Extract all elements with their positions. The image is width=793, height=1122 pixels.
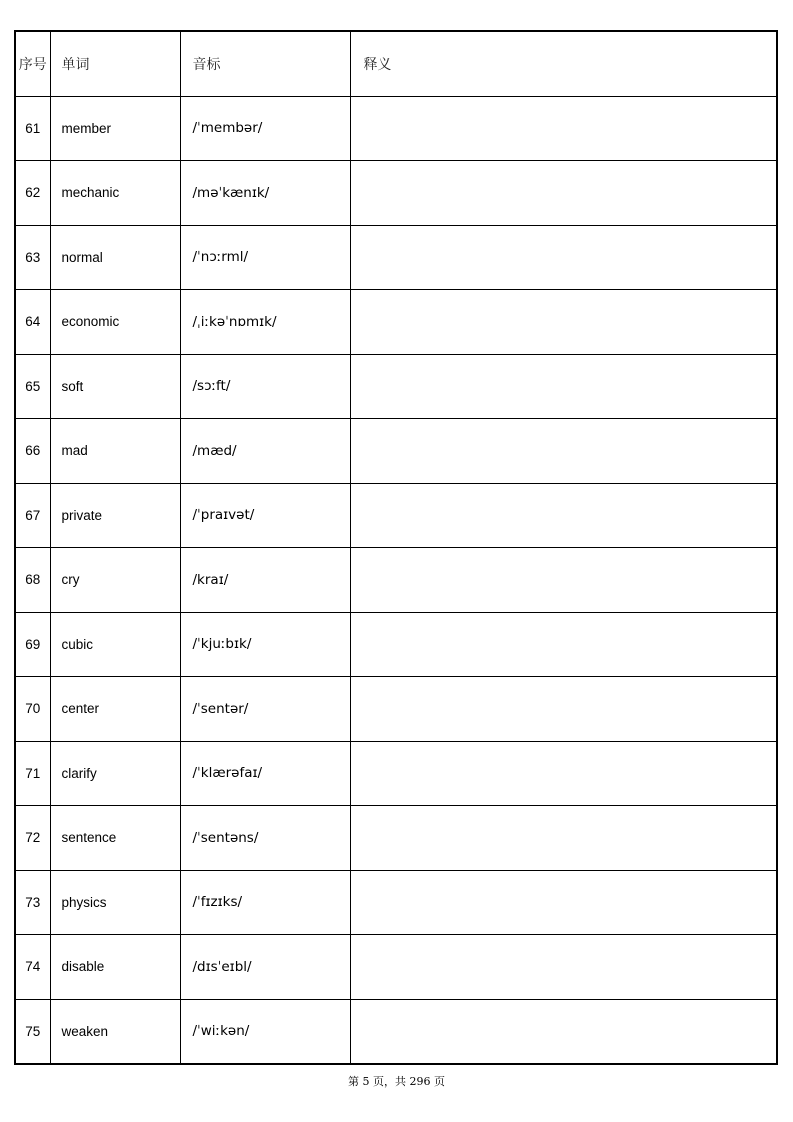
row-number: 62	[15, 161, 50, 226]
row-phonetic: /məˈkænɪk/	[180, 161, 350, 226]
row-word: sentence	[50, 806, 180, 871]
row-definition	[350, 677, 777, 742]
row-phonetic: /dɪsˈeɪbl/	[180, 935, 350, 1000]
row-definition	[350, 354, 777, 419]
row-number: 74	[15, 935, 50, 1000]
row-number: 73	[15, 870, 50, 935]
row-phonetic: /ˈwiːkən/	[180, 999, 350, 1064]
row-definition	[350, 483, 777, 548]
row-phonetic: /ˈklærəfaɪ/	[180, 741, 350, 806]
row-number: 61	[15, 96, 50, 161]
row-word: member	[50, 96, 180, 161]
header-number: 序号	[15, 31, 50, 96]
row-word: mechanic	[50, 161, 180, 226]
table-row	[15, 290, 777, 355]
page-footer: 第 5 页，共 296 页	[348, 1075, 445, 1088]
row-definition	[350, 419, 777, 484]
row-number: 63	[15, 225, 50, 290]
row-phonetic: /sɔːft/	[180, 354, 350, 419]
row-definition	[350, 870, 777, 935]
row-word: soft	[50, 354, 180, 419]
row-definition	[350, 741, 777, 806]
row-phonetic: /ˈsentər/	[180, 677, 350, 742]
row-definition	[350, 96, 777, 161]
header-definition: 释义	[350, 31, 777, 96]
row-phonetic: /ˈnɔːrml/	[180, 225, 350, 290]
row-phonetic: /mæd/	[180, 419, 350, 484]
row-definition	[350, 161, 777, 226]
header-phonetic: 音标	[180, 31, 350, 96]
table-row	[15, 999, 777, 1064]
row-definition	[350, 290, 777, 355]
row-word: physics	[50, 870, 180, 935]
row-phonetic: /ˈsentəns/	[180, 806, 350, 871]
header-word: 单词	[50, 31, 180, 96]
table-row	[15, 354, 777, 419]
row-number: 67	[15, 483, 50, 548]
table-row	[15, 483, 777, 548]
row-number: 75	[15, 999, 50, 1064]
row-word: cry	[50, 548, 180, 613]
table-row	[15, 612, 777, 677]
row-number: 72	[15, 806, 50, 871]
table-row	[15, 677, 777, 742]
table-row	[15, 741, 777, 806]
table-row	[15, 419, 777, 484]
table-row	[15, 96, 777, 161]
row-phonetic: /ˈkjuːbɪk/	[180, 612, 350, 677]
row-definition	[350, 806, 777, 871]
row-phonetic: /ˈfɪzɪks/	[180, 870, 350, 935]
row-number: 69	[15, 612, 50, 677]
row-word: economic	[50, 290, 180, 355]
table-row	[15, 548, 777, 613]
row-word: clarify	[50, 741, 180, 806]
row-word: normal	[50, 225, 180, 290]
table-row	[15, 870, 777, 935]
row-word: private	[50, 483, 180, 548]
table-row	[15, 806, 777, 871]
row-phonetic: /kraɪ/	[180, 548, 350, 613]
row-definition	[350, 548, 777, 613]
row-word: center	[50, 677, 180, 742]
row-number: 66	[15, 419, 50, 484]
row-number: 70	[15, 677, 50, 742]
row-word: cubic	[50, 612, 180, 677]
row-phonetic: /ˈpraɪvət/	[180, 483, 350, 548]
row-phonetic: /ˌiːkəˈnɒmɪk/	[180, 290, 350, 355]
vocabulary-table	[14, 30, 778, 1065]
row-number: 71	[15, 741, 50, 806]
row-word: weaken	[50, 999, 180, 1064]
row-number: 68	[15, 548, 50, 613]
row-word: mad	[50, 419, 180, 484]
table-body	[15, 96, 777, 1064]
row-definition	[350, 612, 777, 677]
row-definition	[350, 935, 777, 1000]
row-phonetic: /ˈmembər/	[180, 96, 350, 161]
row-word: disable	[50, 935, 180, 1000]
table-row	[15, 161, 777, 226]
row-number: 64	[15, 290, 50, 355]
table-row	[15, 935, 777, 1000]
table-row	[15, 225, 777, 290]
table-header-row	[15, 31, 777, 96]
row-definition	[350, 999, 777, 1064]
row-definition	[350, 225, 777, 290]
row-number: 65	[15, 354, 50, 419]
